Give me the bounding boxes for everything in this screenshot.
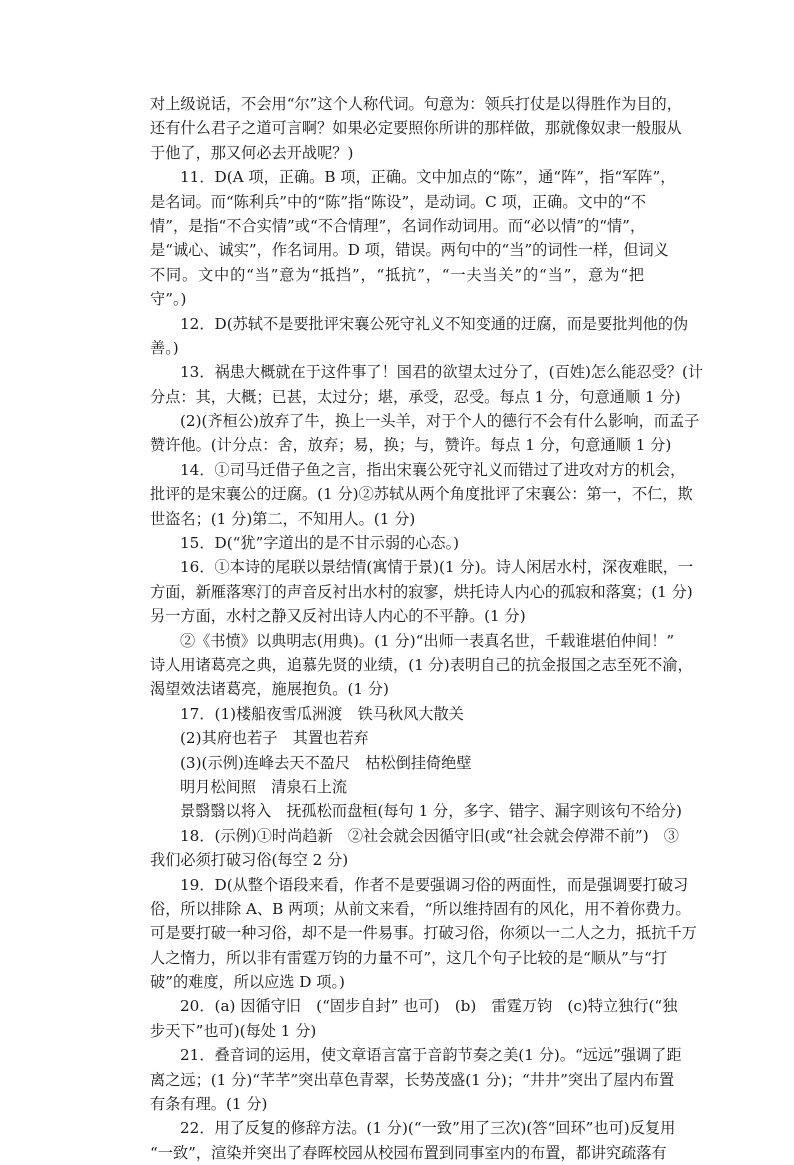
text-line: 13．祸患大概就在于这件事了！国君的欲望太过分了，(百姓)怎么能忍受？(计 xyxy=(180,363,704,382)
answer-text-block xyxy=(150,92,704,1165)
text-line: 21．叠音词的运用，使文章语言富于音韵节奏之美(1 分)。“远远”强调了距 xyxy=(180,1046,682,1065)
text-line: (2)其府也若子 其置也若弃 xyxy=(180,729,369,748)
text-line: 16．①本诗的尾联以景结情(寓情于景)(1 分)。诗人闲居水村，深夜难眠，一 xyxy=(180,558,694,577)
text-line: 是名词。而“陈利兵”中的“陈”指“陈设”，是动词。C 项，正确。文中的“不 xyxy=(150,192,647,211)
text-line: 世盗名；(1 分)第二，不知用人。(1 分) xyxy=(150,509,416,528)
text-line: 19．D(从整个语段来看，作者不是要强调习俗的两面性，而是强调要打破习 xyxy=(180,875,689,894)
text-line: 有条有理。(1 分) xyxy=(150,1095,268,1114)
text-line: 18．(示例)①时尚趋新 ②社会就会因循守旧(或“社会就会停滞不前”) ③ xyxy=(180,826,679,845)
text-line: 人之惰力，所以非有雷霆万钧的力量不可”，这几个句子比较的是“顺从”与“打 xyxy=(150,948,668,967)
text-line: 20．(a) 因循守旧 (“固步自封” 也可) (b) 雷霆万钧 (c)特立独行(“独 xyxy=(180,997,678,1016)
text-line: (3)(示例)连峰去天不盈尺 枯松倒挂倚绝壁 xyxy=(180,753,472,772)
text-line: 12．D(苏轼不是要批评宋襄公死守礼义不知变通的迂腐，而是要批判他的伪 xyxy=(180,314,689,333)
text-line: 善。) xyxy=(150,338,179,357)
text-line: 对上级说话，不会用“尔”这个人称代词。句意为：领兵打仗是以得胜作为目的， xyxy=(150,95,682,113)
text-line: 可是要打破一种习俗，却不是一件易事。打破习俗，你须以一二人之力，抵抗千万 xyxy=(150,924,697,943)
text-line: 我们必须打破习俗(每空 2 分) xyxy=(150,851,349,870)
text-line: 批评的是宋襄公的迂腐。(1 分)②苏轼从两个角度批评了宋襄公：第一，不仁，欺 xyxy=(150,485,693,504)
text-line: 破”的难度，所以应选 D 项。) xyxy=(150,973,345,992)
text-line: 另一方面，水村之静又反衬出诗人内心的不平静。(1 分) xyxy=(150,607,526,626)
text-line: 诗人用诸葛亮之典，追慕先贤的业绩，(1 分)表明自己的抗金报国之志至死不渝， xyxy=(150,655,693,674)
text-line: 还有什么君子之道可言啊？如果必定要照你所讲的那样做，那就像奴隶一般服从 xyxy=(150,119,682,138)
text-line: 离之远；(1 分)“芊芊”突出草色青翠，长势茂盛(1 分)；“井井”突出了屋内布置 xyxy=(150,1070,675,1089)
text-line: 22．用了反复的修辞方法。(1 分)(“一致”用了三次)(答“回环”也可)反复用 xyxy=(180,1119,676,1138)
text-line: 不同。文中的“当”意为“抵挡”，“抵抗”，“一夫当关”的“当”，意为“把 xyxy=(150,265,644,284)
text-line: (2)(齐桓公)放弃了牛，换上一头羊，对于个人的德行不会有什么影响，而孟子 xyxy=(180,412,700,431)
text-line: 11．D(A 项，正确。B 项，正确。文中加点的“陈”，通“阵”，指“军阵”， xyxy=(180,168,676,187)
text-line: 于他了，那又何必去开战呢？) xyxy=(150,143,354,162)
text-line: ②《书愤》以典明志(用典)。(1 分)“出师一表真名世，千载谁堪伯仲间！” xyxy=(180,631,675,650)
text-line: 明月松间照 清泉石上流 xyxy=(180,777,348,796)
text-line: 渴望效法诸葛亮，施展抱负。(1 分) xyxy=(150,680,389,699)
text-line: 14．①司马迁借子鱼之言，指出宋襄公死守礼义而错过了进攻对方的机会， xyxy=(180,460,686,479)
text-line: 15．D(“犹”字道出的是不甘示弱的心态。) xyxy=(180,534,460,553)
text-line: 步天下”也可)(每处 1 分) xyxy=(150,1021,317,1040)
text-line: 是“诚心、诚实”，作名词用。D 项，错误。两句中的“当”的词性一样，但词义 xyxy=(150,241,669,260)
text-line: 17．(1)楼船夜雪瓜洲渡 铁马秋风大散关 xyxy=(180,704,464,723)
text-line: “一致”，渲染并突出了春晖校园从校园布置到同事室内的布置，都讲究疏落有 xyxy=(150,1143,667,1162)
text-line: 赞许他。(计分点：舍，放弃；易，换；与，赞许。每点 1 分，句意通顺 1 分) xyxy=(150,436,672,455)
text-line: 方面，新雁落寒汀的声音反衬出水村的寂寥，烘托诗人内心的孤寂和落寞；(1 分) xyxy=(150,582,693,601)
text-line: 分点：其，大概；已甚，太过分；堪，承受，忍受。每点 1 分，句意通顺 1 分) xyxy=(150,387,681,406)
text-line: 景翳翳以将入 抚孤松而盘桓(每句 1 分，多字、错字、漏字则该句不给分) xyxy=(180,802,682,821)
text-line: 情”，是指“不合实情”或“不合情理”，名词作动词用。而“必以情”的“情”， xyxy=(150,216,646,235)
text-line: 守”。) xyxy=(150,290,187,309)
text-line: 俗，所以排除 A、B 两项；从前文来看，“所以维持固有的风化，用不着你费力。 xyxy=(150,899,691,918)
